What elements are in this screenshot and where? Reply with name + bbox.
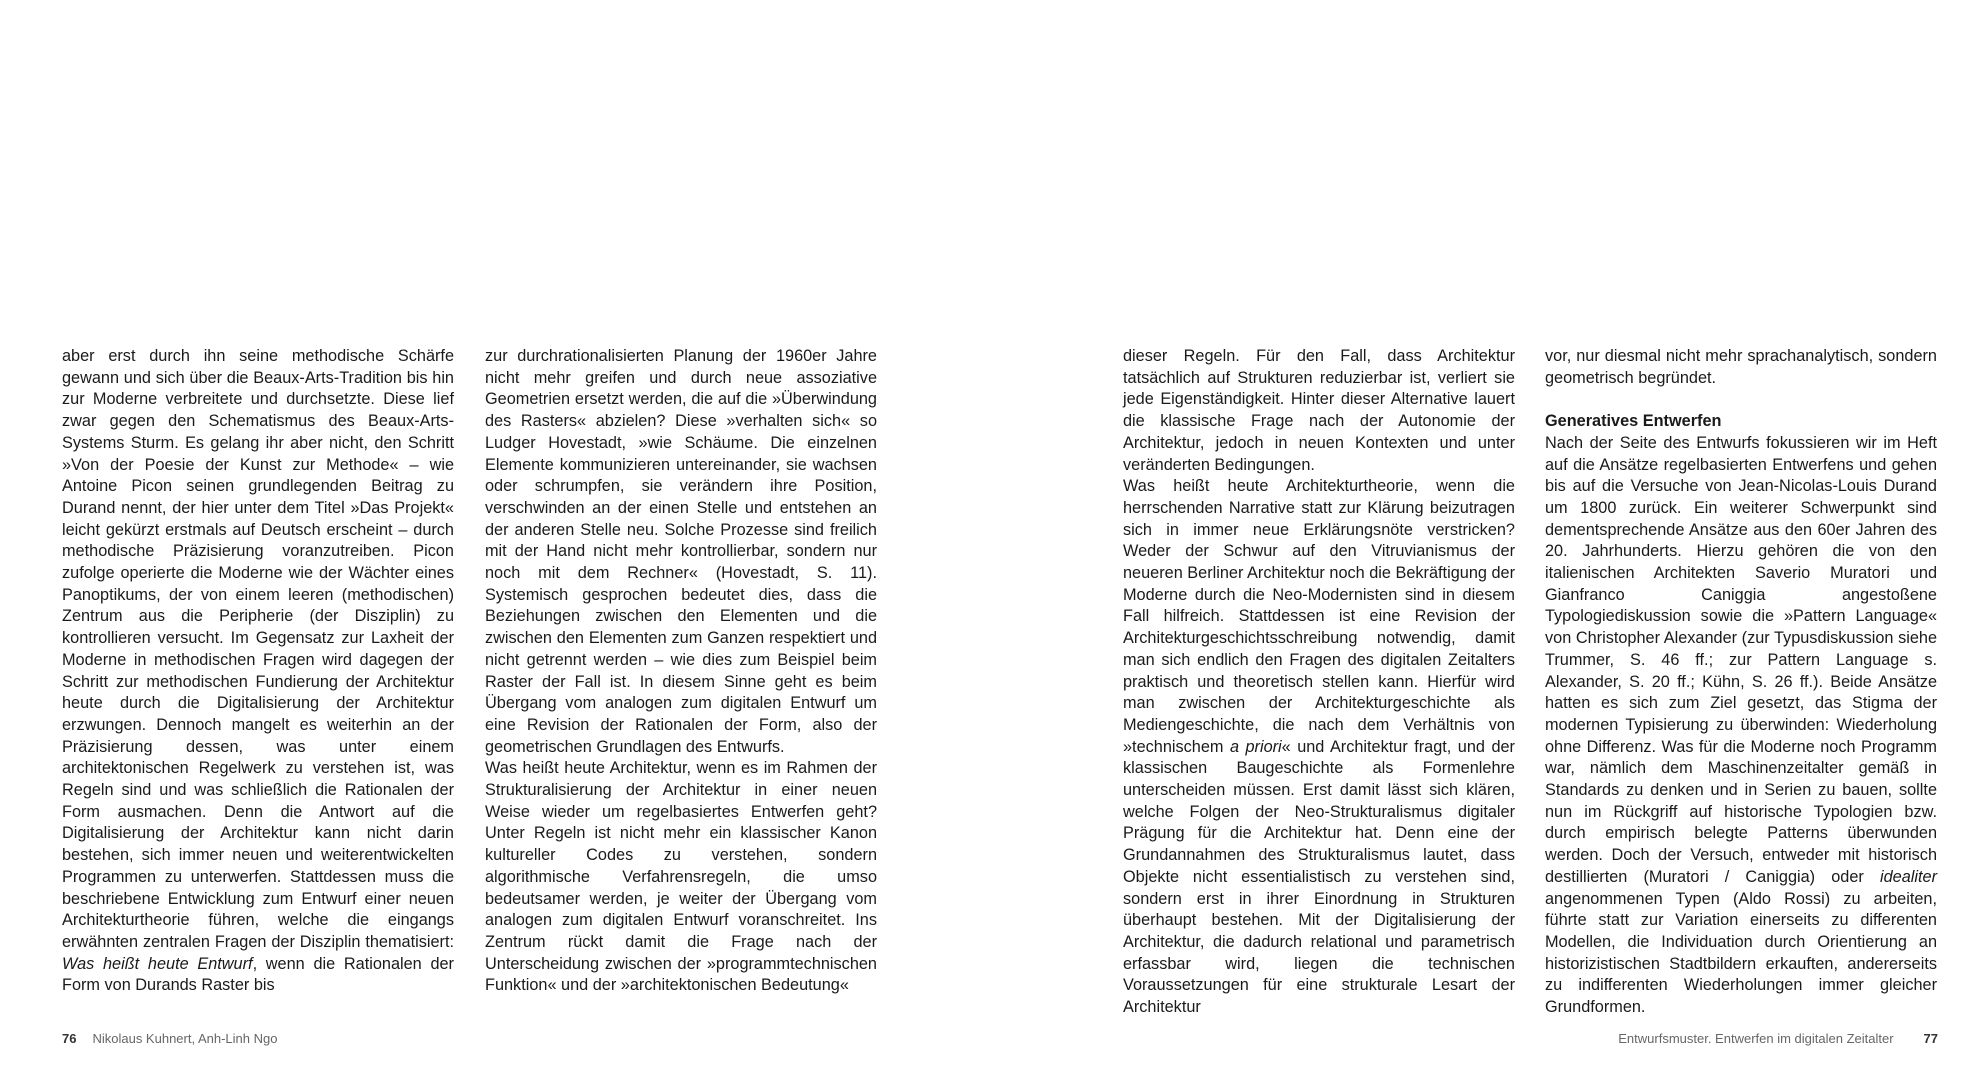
text-column-4 [1545, 346, 1937, 1019]
paragraph: Was heißt heute Architekturtheorie, wenn die herrschenden Narrative statt zur Klärung beizutragen sich in immer neue Erklärungsnöte verstricken? Weder der Schwur auf den Vitruvianismus der neueren Berliner Architektur noch die Bekräftigung der Moderne durch die Neo-Modernisten sind in diesem Fall hilfreich. Stattdessen ist eine Revision der Architekturgeschichtsschreibung notwendig, damit man sich endlich den Fragen des digitalen Zeitalters praktisch und theoretisch stellen kann. Hierfür wird man zwischen der Architekturgeschichte als Mediengeschichte, die nach dem Verhältnis von »technischem a priori« und Architektur fragt, und der klassischen Baugeschichte als Formenlehre unterscheiden müssen. Erst damit lässt sich klären, welche Folgen der Neo-Strukturalismus digitaler Prägung für die Architektur hat. Denn eine der Grundannahmen des Strukturalismus lautet, dass Objekte nicht essentialistisch zu verstehen sind, sondern erst in ihrer Einordnung in Strukturen überhaupt bestehen. Mit der Digitalisierung der Architektur, die dadurch relational und parametrisch erfassbar wird, liegen die technischen Voraussetzungen für eine strukturale Lesart der Architektur [1123, 477, 1515, 1017]
italic-phrase: a priori [1229, 737, 1282, 756]
page-number: 77 [1923, 1031, 1938, 1046]
italic-phrase: idealiter [1879, 867, 1937, 886]
paragraph: Was heißt heute Architektur, wenn es im Rahmen der Strukturalisierung der Architektur in einer neuen Weise wieder um regelbasiertes Entwerfen geht? Unter Regeln ist nicht mehr ein klassischer Kanon kultureller Codes zu verstehen, sondern algorithmische Verfahrensregeln, die umso bedeutsamer werden, je weiter der Übergang vom analogen zum digitalen Entwurf voranschreitet. Ins Zentrum rückt damit die Frage nach der Unterscheidung zwischen der »programmtechnischen Funktion« und der »architektonischen Bedeutung« [485, 759, 877, 995]
paragraph: vor, nur diesmal nicht mehr sprachanalytisch, sondern geometrisch begründet. [1545, 347, 1937, 387]
page-number: 76 [62, 1031, 77, 1046]
text-column-2 [485, 346, 877, 997]
left-page-footer [62, 1031, 277, 1046]
text-column-3 [1123, 346, 1515, 1019]
paragraph: zur durchrationalisierten Planung der 1960er Jahre nicht mehr greifen und durch neue assoziative Geometrien ersetzt werden, die auf die »Überwindung des Rasters« abzielen? Diese »verhalten sich« so Ludger Hovestadt, »wie Schäume. Die einzelnen Elemente kommunizieren untereinander, sie wachsen oder schrumpfen, sie verändern ihre Position, verschwinden an der einen Stelle und entstehen an der anderen Stelle neu. Solche Prozesse sind freilich mit der Hand nicht mehr kontrollierbar, sondern nur noch mit dem Rechner« (Hovestadt, S. 11). Systemisch gesprochen bedeutet dies, dass die Beziehungen zwischen den Elementen und die zwischen den Elementen zum Ganzen respektiert und nicht getrennt werden – wie dies zum Beispiel beim Raster der Fall ist. In diesem Sinne geht es beim Übergang vom analogen zum digitalen Entwurf um eine Revision der Rationalen der Form, also der geometrischen Grundlagen des Entwurfs. [485, 347, 877, 756]
paragraph: dieser Regeln. Für den Fall, dass Architektur tatsächlich auf Strukturen reduzierbar ist, verliert sie jede Eigenständigkeit. Hinter dieser Alternative lauert die klassische Frage nach der Autonomie der Architektur, jedoch in neuen Kontexten und unter veränderten Bedingungen. [1123, 347, 1515, 474]
section-heading: Generatives Entwerfen [1545, 412, 1722, 431]
running-head: Entwurfsmuster. Entwerfen im digitalen Zeitalter [1618, 1031, 1894, 1046]
text-column-1 [62, 346, 454, 997]
right-page-footer [1618, 1031, 1938, 1046]
italic-phrase: Was heißt heute Entwurf [62, 954, 253, 973]
running-head: Nikolaus Kuhnert, Anh-Linh Ngo [92, 1031, 278, 1046]
paragraph: Nach der Seite des Entwurfs fokussieren wir im Heft auf die Ansätze regelbasierten Entwerfens und gehen bis auf die Versuche von Jean-Nicolas-Louis Durand um 1800 zurück. Ein weiterer Schwerpunkt sind dementsprechende Ansätze aus den 60er Jahren des 20. Jahrhunderts. Hierzu gehören die von den italienischen Architekten Saverio Muratori und Gianfranco Caniggia angestoßene Typologiediskussion sowie die »Pattern Language« von Christopher Alexander (zur Typusdiskussion siehe Trummer, S. 46 ff.; zur Pattern Language s. Alexander, S. 20 ff.; Kühn, S. 26 ff.). Beide Ansätze hatten es sich zum Ziel gesetzt, das Stigma der modernen Typisierung zu überwinden: Wiederholung ohne Differenz. Was für die Moderne noch Programm war, nämlich dem Maschinenzeitalter gemäß in Standards zu denken und in Serien zu bauen, sollte nun im Rückgriff auf historische Typologien bzw. durch empirisch belegte Patterns überwunden werden. Doch der Versuch, entweder mit historisch destillierten (Muratori / Caniggia) oder idealiter angenommenen Typen (Aldo Rossi) zu arbeiten, führte statt zur Variation einerseits zu differenten Modellen, die Individuation durch Orientierung an historizistischen Stadtbildern erkauften, andererseits zu indifferenten Wiederholungen immer gleicher Grundformen. [1545, 433, 1937, 1017]
paragraph: aber erst durch ihn seine methodische Schärfe gewann und sich über die Beaux-Arts-Tradition bis hin zur Moderne verbreitete und durchsetzte. Diese lief zwar gegen den Schematismus des Beaux-Arts-Systems Sturm. Es gelang ihr aber nicht, den Schritt »Von der Poesie der Kunst zur Methode« – wie Antoine Picon seinen grundlegenden Beitrag zu Durand nennt, der hier unter dem Titel »Das Projekt« leicht gekürzt erstmals auf Deutsch erscheint – durch methodische Präzisierung voranzutreiben. Picon zufolge operierte die Moderne wie der Wächter eines Panoptikums, der von einem leeren (methodischen) Zentrum aus die Peripherie (der Disziplin) zu kontrollieren versucht. Im Gegensatz zur Laxheit der Moderne in methodischen Fragen wird dagegen der Schritt zur methodischen Fundierung der Architektur heute durch die Digitalisierung der Architektur erzwungen. Dennoch mangelt es weiterhin an der Präzisierung dessen, was unter einem architektonischen Regelwerk zu verstehen ist, was Regeln sind und was schließlich die Rationalen der Form ausmachen. Denn die Antwort auf die Digitalisierung der Architektur kann nicht darin bestehen, sich immer neuen und weiterentwickelten Programmen zu unterwerfen. Stattdessen muss die beschriebene Entwicklung zum Entwurf einer neuen Architekturtheorie führen, welche die eingangs erwähnten zentralen Fragen der Disziplin thematisiert: Was heißt heute Entwurf, wenn die Rationalen der Form von Durands Raster bis [62, 347, 454, 995]
